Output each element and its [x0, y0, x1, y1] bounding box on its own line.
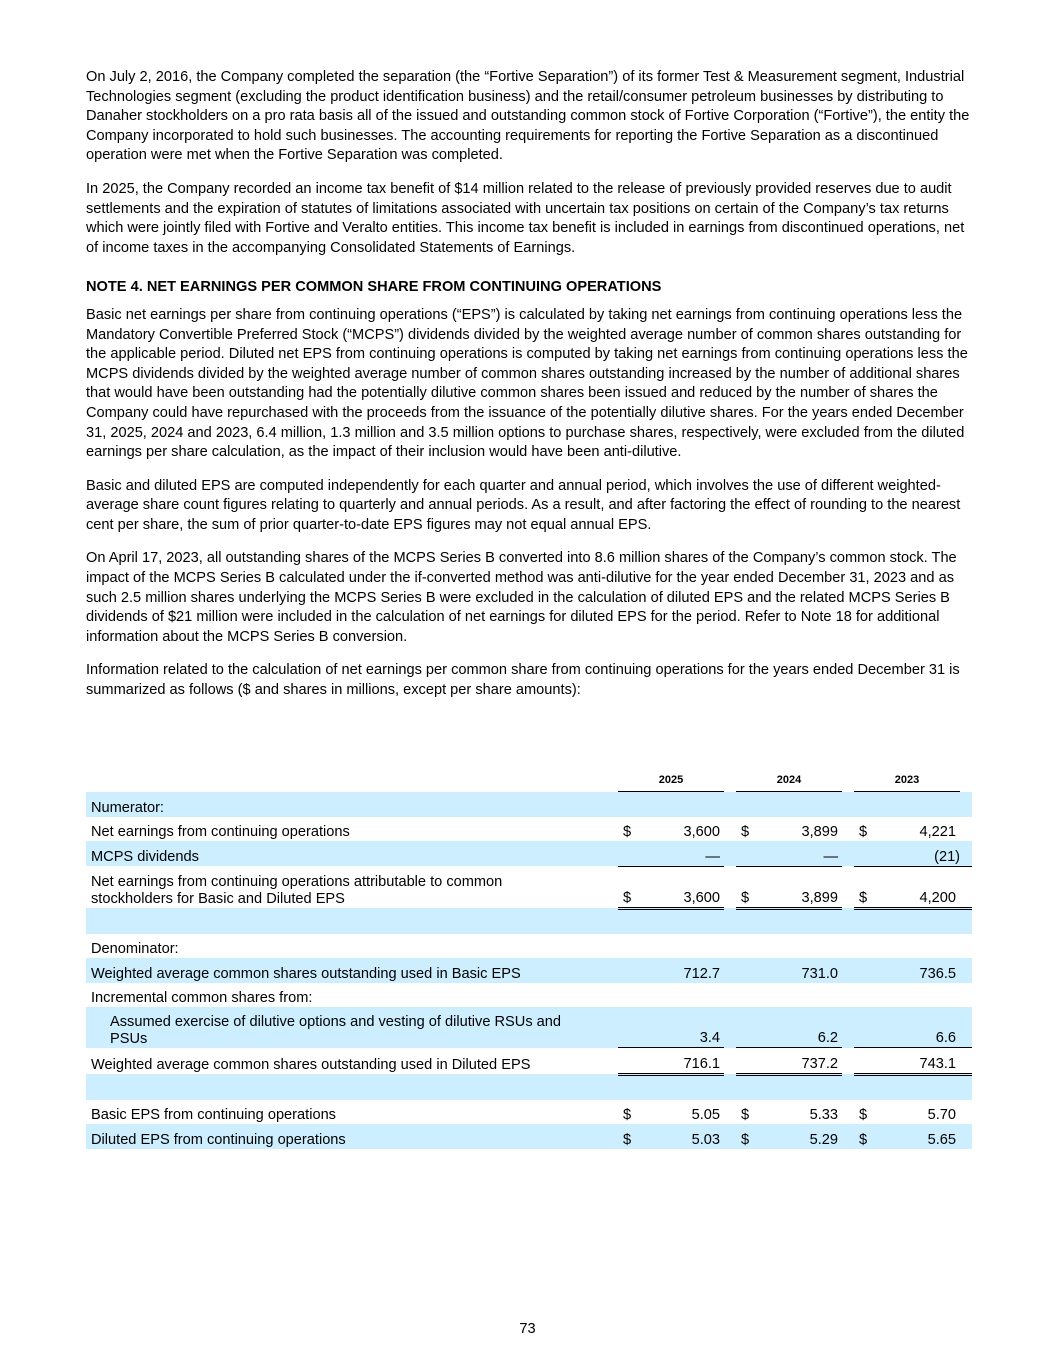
table-row: [86, 1048, 972, 1075]
row-label: Weighted average common shares outstanding used in Basic EPS: [86, 958, 618, 983]
cell-value: 6.6: [874, 1007, 960, 1048]
year-header-2025: 2025: [618, 769, 724, 792]
table-row: [86, 841, 972, 866]
table-row: [86, 1007, 972, 1048]
row-label: Weighted average common shares outstanding used in Diluted EPS: [91, 1057, 531, 1073]
currency-symbol: $: [736, 866, 756, 908]
cell-value: 5.05: [691, 1107, 721, 1123]
cell-value: 3,899: [801, 824, 839, 840]
currency-symbol: $: [736, 1124, 756, 1149]
cell-value: 4,200: [874, 866, 960, 908]
table-row: [86, 958, 972, 983]
cell-value: —: [756, 841, 842, 866]
table-row: [86, 866, 972, 908]
cell-value: 716.1: [638, 1048, 724, 1075]
cell-value: 712.7: [638, 958, 724, 983]
paragraph-mcps-series-b: On April 17, 2023, all outstanding shares of the MCPS Series B converted into 8.6 million shares of the Company’s common stock. The impact of the MCPS Series B calculated under the if-converted method was anti-dilutive for the year ended December 31, 2023 and as such 2.5 million shares underlying the MCPS Series B were excluded in the calculation of diluted EPS and the related MCPS Series B dividends of $21 million were included in the calculation of net earnings for diluted EPS for the period. Refer to Note 18 for additional information about the MCPS Series B conversion.: [86, 550, 957, 645]
cell-value: 3,899: [756, 866, 842, 908]
page-number: 73: [519, 1321, 536, 1337]
table-spacer-row: [86, 1074, 972, 1100]
cell-value: 743.1: [874, 1048, 960, 1075]
cell-value: 5.33: [809, 1107, 839, 1123]
paragraph-tax-benefit: In 2025, the Company recorded an income tax benefit of $14 million related to the release of previously provided reserves due to audit settlements and the expiration of statutes of limitations associated with uncertain tax positions on certain of the Company’s tax returns which were jointly filed with Fortive and Veralto entities. This income tax benefit is included in earnings from discontinued operations, net of income taxes in the accompanying Consolidated Statements of Earnings.: [86, 180, 965, 256]
row-label: Diluted EPS from continuing operations: [86, 1124, 618, 1149]
paragraph-basic-eps: Basic net earnings per share from continuing operations (“EPS”) is calculated by taking net earnings from continuing operations less the Mandatory Convertible Preferred Stock (“MCPS”) dividends divided by the weighted average number of common shares outstanding for the applicable period. Diluted net EPS from continuing operations is computed by taking net earnings from continuing operations less the MCPS dividends divided by the weighted average number of common shares outstanding increased by the number of additional shares that would have been outstanding had the potentially dilutive common shares been issued and reduced by the number of shares the Company could have repurchased with the proceeds from the issuance of the potentially dilutive shares. For the years ended December 31, 2025, 2024 and 2023, 6.4 million, 1.3 million and 3.5 million options to purchase shares, respectively, were excluded from the diluted earnings per share calculation, as the impact of their inclusion would have been anti-dilutive.: [86, 306, 968, 461]
cell-value: 737.2: [756, 1048, 842, 1075]
cell-value: 5.65: [874, 1124, 960, 1149]
cell-value: 4,221: [919, 824, 957, 840]
cell-value: 736.5: [874, 958, 960, 983]
cell-value: —: [638, 841, 724, 866]
currency-symbol: $: [618, 1124, 638, 1149]
currency-symbol: $: [741, 1107, 750, 1123]
cell-value: (21): [874, 841, 960, 866]
table-row: [86, 792, 972, 817]
row-label: Net earnings from continuing operations attributable to common stockholders for Basic and Diluted EPS: [91, 874, 503, 907]
currency-symbol: $: [623, 824, 632, 840]
currency-symbol: $: [741, 824, 750, 840]
row-label: Assumed exercise of dilutive options and vesting of dilutive RSUs and PSUs: [86, 1007, 618, 1048]
table-row: [86, 934, 972, 959]
cell-value: 731.0: [756, 958, 842, 983]
table-spacer-row: [86, 908, 972, 934]
table-row: [86, 1124, 972, 1149]
cell-value: 6.2: [756, 1007, 842, 1048]
cell-value: 5.70: [927, 1107, 957, 1123]
currency-symbol: $: [623, 1107, 632, 1123]
numerator-label: Numerator:: [86, 792, 618, 817]
row-label: Basic EPS from continuing operations: [91, 1107, 336, 1123]
table-row: [86, 1100, 972, 1125]
year-header-2023: 2023: [854, 769, 960, 792]
currency-symbol: $: [859, 1107, 868, 1123]
paragraph-quarterly-eps: Basic and diluted EPS are computed independently for each quarter and annual period, which involves the use of different weighted-average share count figures relating to quarterly and annual periods. As a result, and after factoring the effect of rounding to the nearest cent per share, the sum of prior quarter-to-date EPS figures may not equal annual EPS.: [86, 477, 961, 533]
cell-value: 3,600: [638, 866, 724, 908]
currency-symbol: $: [854, 1124, 874, 1149]
note-heading: NOTE 4. NET EARNINGS PER COMMON SHARE FROM CONTINUING OPERATIONS: [86, 279, 662, 296]
table-row: [86, 983, 972, 1008]
cell-value: 5.03: [638, 1124, 724, 1149]
table-row: [86, 817, 972, 842]
denominator-label: Denominator:: [91, 941, 179, 957]
currency-symbol: $: [618, 866, 638, 908]
row-label: Net earnings from continuing operations: [91, 824, 350, 840]
currency-symbol: $: [859, 824, 868, 840]
table-header-row: [86, 769, 972, 792]
page-body: [86, 68, 970, 715]
eps-table: [86, 769, 972, 1149]
currency-symbol: $: [854, 866, 874, 908]
row-label: MCPS dividends: [86, 841, 618, 866]
cell-value: 3,600: [683, 824, 721, 840]
paragraph-fortive-separation: On July 2, 2016, the Company completed the separation (the “Fortive Separation”) of its former Test & Measurement segment, Industrial Technologies segment (excluding the product identification business) and the retail/consumer petroleum businesses by distributing to Danaher stockholders on a pro rata basis all of the issued and outstanding common stock of Fortive Corporation (“Fortive”), the entity the Company incorporated to hold such businesses. The accounting requirements for reporting the Fortive Separation as a discontinued operation were met when the Fortive Separation was completed.: [86, 69, 970, 164]
cell-value: 5.29: [756, 1124, 842, 1149]
incremental-label: Incremental common shares from:: [91, 990, 313, 1006]
year-header-2024: 2024: [736, 769, 842, 792]
cell-value: 3.4: [638, 1007, 724, 1048]
paragraph-table-intro: Information related to the calculation of net earnings per common share from continuing operations for the years ended December 31 is summarized as follows ($ and shares in millions, except per share amounts):: [86, 662, 960, 699]
